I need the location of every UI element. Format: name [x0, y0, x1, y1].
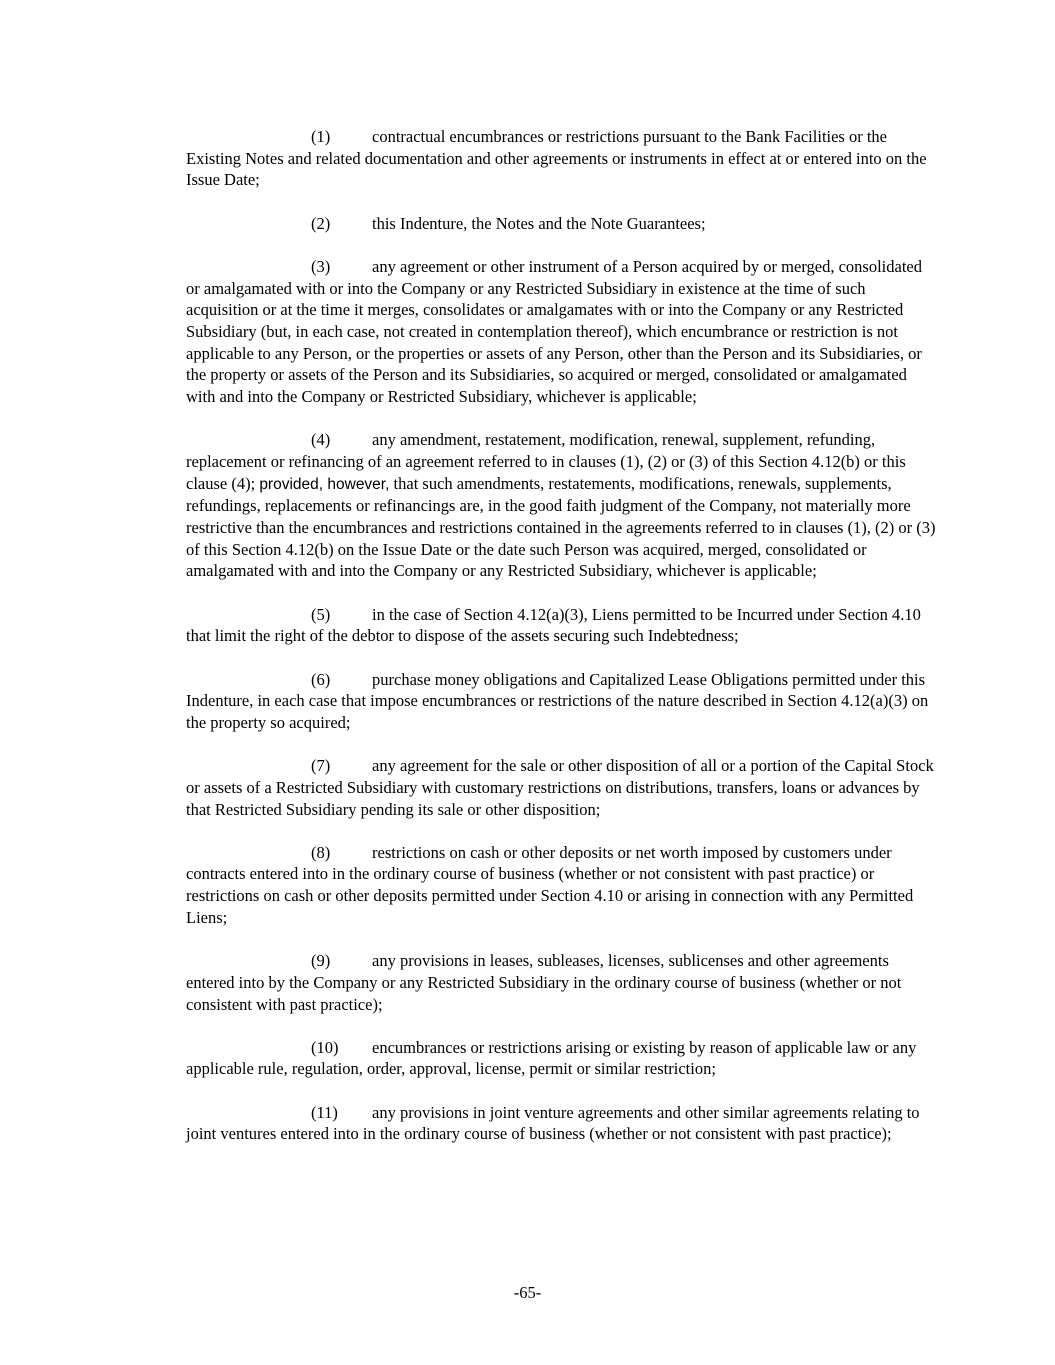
clause-7 — [186, 755, 936, 820]
clause-number: (5) — [311, 604, 331, 624]
clause-number: (7) — [311, 756, 331, 776]
page-number: -65- — [513, 1283, 542, 1302]
clause-text: contractual encumbrances or restrictions pursuant to the Bank Facilities or the Existing Notes and related documentation and other agreements or instruments in effect at or entered into on the Issue Date; — [186, 127, 927, 190]
clause-8 — [186, 842, 936, 929]
clause-11 — [186, 1102, 936, 1145]
clause-number: (1) — [311, 127, 331, 146]
clause-number: (2) — [311, 213, 331, 233]
clause-number: (9) — [311, 951, 331, 971]
clause-4 — [186, 429, 936, 582]
clause-text: encumbrances or restrictions arising or existing by reason of applicable law or any applicable rule, regulation, order, approval, license, permit or similar restriction; — [186, 1037, 917, 1079]
clause-3 — [186, 256, 936, 408]
clause-number: (8) — [311, 842, 331, 862]
clause-number: (3) — [311, 256, 331, 276]
clause-text: in the case of Section 4.12(a)(3), Liens permitted to be Incurred under Section 4.10 that limit the right of the debtor to dispose of the assets securing such Indebtedness; — [186, 604, 921, 646]
clause-text-before: any amendment, restatement, modification, renewal, supplement, refunding, replacement or refinancing of an agreement referred to in clauses (1), (2) or (3) of this Section 4.12(b) or this clause (4); — [186, 430, 906, 493]
clause-text: purchase money obligations and Capitalized Lease Obligations permitted under this Indenture, in each case that impose encumbrances or restrictions of the nature described in Section 4.12(a)(3) on the property so acquired; — [186, 669, 929, 732]
clause-text-after: that such amendments, restatements, modifications, renewals, supplements, refundings, replacements or refinancings are, in the good faith judgment of the Company, not materially more restrictive than the encumbrances and restrictions contained in the agreements referred to in clauses (1), (2) or (3) of this Section 4.12(b) on the Issue Date or the date such Person was acquired, merged, consolidated or amalgamated with and into the Company or any Restricted Subsidiary, whichever is applicable; — [186, 473, 936, 581]
clause-number: (4) — [311, 430, 331, 450]
clause-6 — [186, 669, 936, 734]
clause-10 — [186, 1037, 936, 1080]
clause-text: this Indenture, the Notes and the Note Guarantees; — [372, 213, 706, 233]
clause-number: (10) — [311, 1037, 339, 1057]
clause-text: any agreement for the sale or other disposition of all or a portion of the Capital Stock or assets of a Restricted Subsidiary with customary restrictions on distributions, transfers, loans or advances by that Restricted Subsidiary pending its sale or other disposition; — [186, 756, 934, 819]
document-body — [186, 126, 936, 1167]
clause-number: (11) — [311, 1102, 338, 1122]
proviso-emphasis: provided, however, — [259, 475, 390, 493]
clause-text: any provisions in joint venture agreements and other similar agreements relating to joint ventures entered into in the ordinary course of business (whether or not consistent with past practice); — [186, 1102, 920, 1144]
clause-text: any provisions in leases, subleases, licenses, sublicenses and other agreements entered into by the Company or any Restricted Subsidiary in the ordinary course of business (whether or not consistent with past practice); — [186, 951, 902, 1014]
clause-number: (6) — [311, 669, 331, 689]
clause-5 — [186, 604, 936, 647]
clause-2 — [186, 213, 936, 235]
clause-text: restrictions on cash or other deposits or net worth imposed by customers under contracts entered into in the ordinary course of business (whether or not consistent with past practice) or restrictions on cash or other deposits permitted under Section 4.10 or arising in connection with any Permitted Liens; — [186, 842, 914, 927]
clause-9 — [186, 950, 936, 1015]
clause-text: any agreement or other instrument of a Person acquired by or merged, consolidated or amalgamated with or into the Company or any Restricted Subsidiary in existence at the time of such acquisition or at the time it merges, consolidates or amalgamates with or into the Company or any Restricted Subsidiary (but, in each case, not created in contemplation thereof), which encumbrance or restriction is not applicable to any Person, or the properties or assets of any Person, other than the Person and its Subsidiaries, or the property or assets of the Person and its Subsidiaries, so acquired or merged, consolidated or amalgamated with and into the Company or Restricted Subsidiary, whichever is applicable; — [186, 256, 922, 407]
clause-1 — [186, 126, 936, 191]
